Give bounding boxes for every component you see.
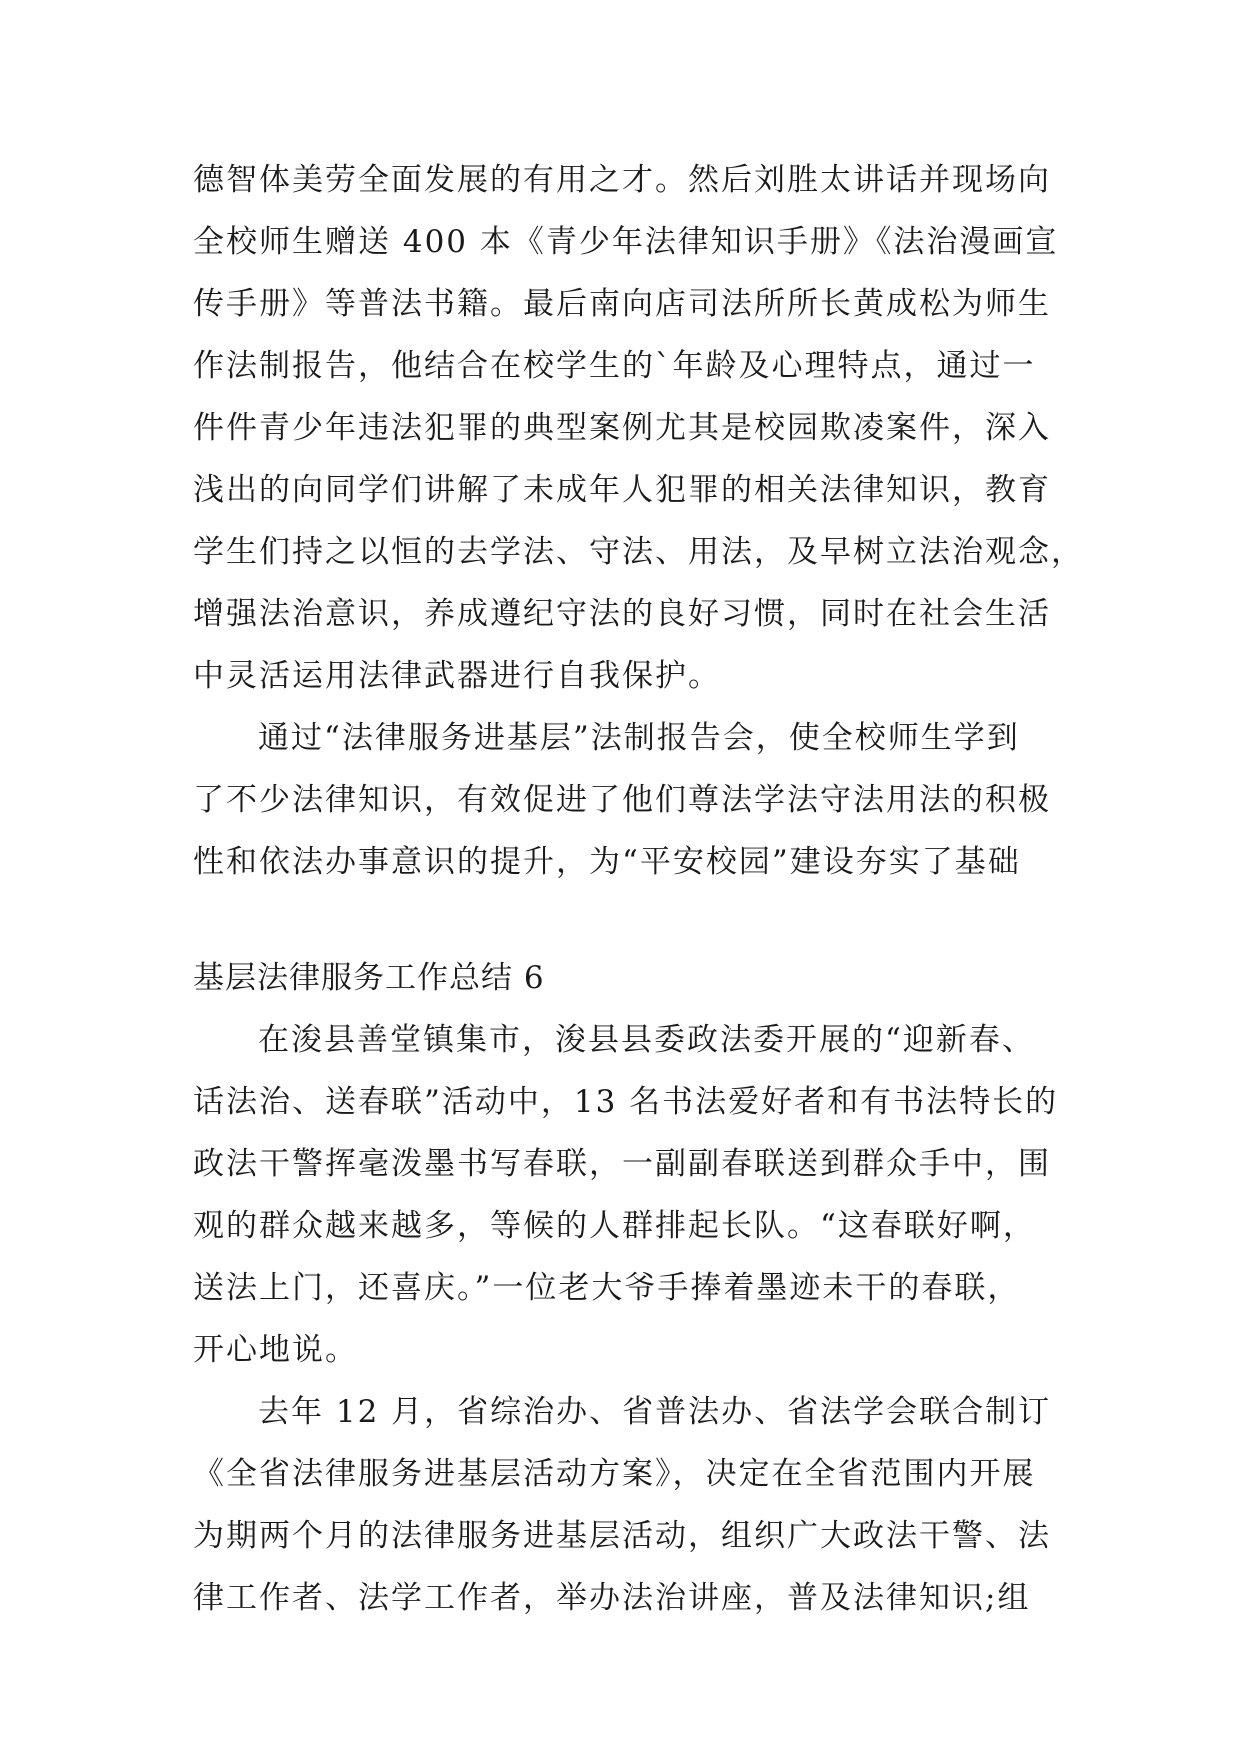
paragraph-line: 开心地说。 [193,1332,358,1368]
paragraph-line: 在浚县善堂镇集市，浚县县委政法委开展的“迎新春、 [258,1022,1035,1058]
paragraph-line: 去年 12 月，省综治办、省普法办、省法学会联合制订 [258,1394,1052,1430]
paragraph-line: 学生们持之以恒的去学法、守法、用法，及早树立法治观念， [193,534,1084,570]
paragraph-line: 浅出的向同学们讲解了未成年人犯罪的相关法律知识，教育 [193,472,1051,508]
paragraph-line: 政法干警挥毫泼墨书写春联，一副副春联送到群众手中，围 [193,1146,1051,1182]
paragraph-line: 性和依法办事意识的提升，为“平安校园”建设夯实了基础 [193,844,1021,880]
paragraph-line: 德智体美劳全面发展的有用之才。然后刘胜太讲话并现场向 [193,162,1051,198]
paragraph-line: 了不少法律知识，有效促进了他们尊法学法守法用法的积极 [193,782,1051,818]
paragraph-line: 全校师生赠送 400 本《青少年法律知识手册》《法治漫画宣 [193,224,1059,260]
paragraph-line: 件件青少年违法犯罪的典型案例尤其是校园欺凌案件，深入 [193,410,1051,446]
paragraph-line: 作法制报告，他结合在校学生的`年龄及心理特点，通过一 [193,348,1036,384]
paragraph-line: 通过“法律服务进基层”法制报告会，使全校师生学到 [258,720,1020,756]
paragraph-line: 送法上门，还喜庆。”一位老大爷手捧着墨迹未干的春联， [193,1270,1021,1306]
paragraph-line: 《全省法律服务进基层活动方案》，决定在全省范围内开展 [193,1456,1036,1492]
section-heading: 基层法律服务工作总结 6 [193,960,545,996]
paragraph-line: 话法治、送春联”活动中，13 名书法爱好者和有书法特长的 [193,1084,1059,1120]
paragraph-line: 观的群众越来越多，等候的人群排起长队。“这春联好啊， [193,1208,1036,1244]
paragraph-line: 律工作者、法学工作者，举办法治讲座，普及法律知识;组 [193,1580,1031,1616]
paragraph-line: 增强法治意识，养成遵纪守法的良好习惯，同时在社会生活 [193,596,1051,632]
paragraph-line: 传手册》等普法书籍。最后南向店司法所所长黄成松为师生 [193,286,1051,322]
paragraph-line: 中灵活运用法律武器进行自我保护。 [193,658,721,694]
paragraph-line: 为期两个月的法律服务进基层活动，组织广大政法干警、法 [193,1518,1051,1554]
